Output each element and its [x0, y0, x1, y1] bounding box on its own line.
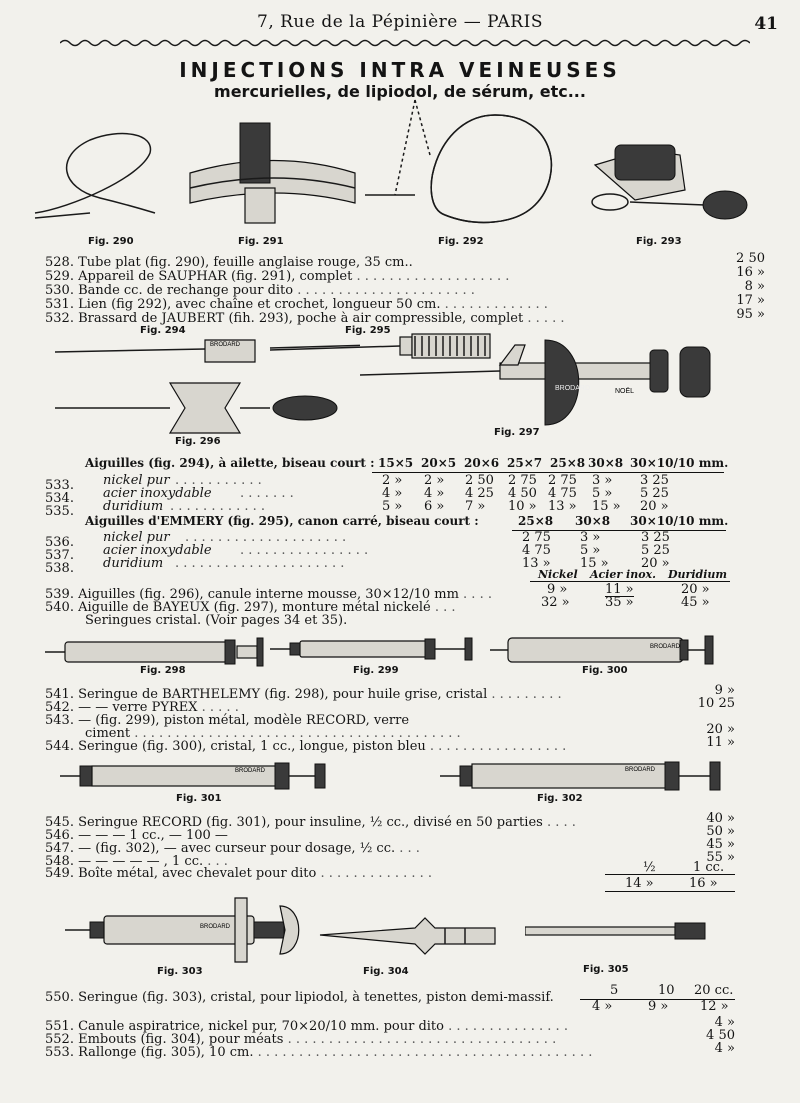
header-rule: [60, 38, 750, 48]
fig-292-label: Fig. 292: [438, 236, 484, 247]
page-number: 41: [754, 14, 778, 34]
table-row: 534. acier inoxydable . . . . . . . 4 » 4 » 4 25 4 50 4 75 5 » 5 25: [45, 486, 669, 506]
table-row: 538. duridium . . . . . . . . . . . . . . . . . . . . . 13 » 15 » 20 »: [45, 556, 670, 576]
list-item: 530. Bande cc. de rechange pour dito . . . . . . . . . . . . . . . . . . . . . . 8 »: [45, 279, 765, 298]
jaubert-cuff-illustration: [585, 130, 750, 225]
fig-303-label: Fig. 303: [157, 966, 203, 977]
syringe-300-illustration: [490, 630, 720, 668]
table-row: 540. Aiguille de BAYEUX (fig. 297), monture métal nickelé . . . 32 » 35 » 45 »: [45, 595, 710, 615]
record-dosage-syringe-illustration: [440, 758, 730, 794]
needle-296-illustration: [55, 378, 345, 438]
list-item: 531. Lien (fig 292), avec chaîne et crochet, longueur 50 cm. . . . . . . . . . . . . . 17 »: [45, 293, 765, 312]
list-item: 549. Boîte métal, avec chevalet pour dito . . . . . . . . . . . . . .: [45, 866, 433, 881]
table-row: 539. Aiguilles (fig. 296), canule interne mousse, 30×12/10 mm . . . . 9 » 11 » 20 »: [45, 582, 710, 602]
fig-304-label: Fig. 304: [363, 966, 409, 977]
list-item: 548. — — — — — , 1 cc. . . . 55 »: [45, 850, 735, 869]
box-prices: 14 » 16 »: [605, 877, 735, 892]
noel-engraving: NOËL: [615, 388, 635, 395]
price-list-539-540: [45, 582, 735, 628]
price-list-551-553: [45, 1015, 735, 1060]
aiguilles-294-size-header: 15×5 20×5 20×6 25×7 25×8 30×8 30×10/10 mm.: [372, 456, 724, 473]
list-item: 543. — (fig. 299), piston métal, modèle RECORD, verre: [45, 713, 410, 728]
brodard-engraving: BRODARD: [200, 924, 231, 930]
table-row: 536. nickel pur . . . . . . . . . . . . . . . . . . . . 2 75 3 » 3 25: [45, 530, 670, 550]
list-item: 542. — — verre PYREX . . . . . 10 25: [45, 696, 735, 715]
brodard-engraving: BRODARD: [235, 768, 266, 774]
brodard-engraving: BRODARD: [625, 767, 656, 773]
list-item: 550. Seringue (fig. 303), cristal, pour lipiodol, à tenettes, piston demi-massif.: [45, 990, 554, 1005]
table-row: 537. acier inoxydable . . . . . . . . . . . . . . . . 4 75 5 » 5 25: [45, 543, 670, 563]
bayeux-needle-illustration: [360, 335, 725, 430]
list-item: 541. Seringue de BARTHELEMY (fig. 298), pour huile grise, cristal . . . . . . . . . 9 »: [45, 683, 735, 702]
page-title: INJECTIONS INTRA VEINEUSES: [179, 58, 621, 82]
fig-295-label: Fig. 295: [345, 325, 391, 336]
aiguilles-295-heading: Aiguilles d'EMMERY (fig. 295), canon carré, biseau court :: [85, 514, 479, 528]
record-syringe-299-illustration: [270, 633, 480, 665]
aiguilles-294-table: [45, 473, 735, 519]
fig-301-label: Fig. 301: [176, 793, 222, 804]
list-item: 544. Seringue (fig. 300), cristal, 1 cc., longue, piston bleu . . . . . . . . . . . . . . . . . 11 »: [45, 735, 735, 754]
rallonge-305-illustration: [525, 920, 710, 942]
lipiodol-prices: 4 » 9 » 12 »: [592, 999, 729, 1014]
list-item: Seringues cristal. (Voir pages 34 et 35).: [85, 613, 348, 628]
running-header: 7, Rue de la Pépinière — PARIS: [257, 12, 543, 32]
list-item: 552. Embouts (fig. 304), pour méats . . . . . . . . . . . . . . . . . . . . . . . . . . . . . . . . . 4 50: [45, 1028, 735, 1047]
fig-302-label: Fig. 302: [537, 793, 583, 804]
list-item: 529. Appareil de SAUPHAR (fig. 291), complet . . . . . . . . . . . . . . . . . . . 16 »: [45, 265, 765, 284]
fig-298-label: Fig. 298: [140, 665, 186, 676]
aiguilles-294-heading: Aiguilles (fig. 294), à ailette, biseau court :: [85, 456, 375, 470]
box-size-header: ½ 1 cc.: [605, 861, 735, 875]
fig-290-label: Fig. 290: [88, 236, 134, 247]
list-item: ciment . . . . . . . . . . . . . . . . . . . . . . . . . . . . . . . . . . . . . . . . 20 »: [85, 722, 735, 741]
material-column-header: Nickel Acier inox. Duridium: [530, 568, 730, 582]
lipiodol-syringe-illustration: [65, 888, 315, 968]
sauphar-apparatus-illustration: [185, 118, 360, 233]
table-row: 533. nickel pur . . . . . . . . . . . 2 » 2 » 2 50 2 75 2 75 3 » 3 25: [45, 473, 669, 493]
fig-291-label: Fig. 291: [238, 236, 284, 247]
fig-297-label: Fig. 297: [494, 427, 540, 438]
embout-304-illustration: [315, 910, 505, 960]
flat-tube-illustration: [30, 118, 160, 228]
brodard-engraving: BRODARD: [555, 385, 591, 392]
fig-300-label: Fig. 300: [582, 665, 628, 676]
record-insulin-syringe-illustration: [60, 758, 335, 794]
tourniquet-chain-illustration: [355, 95, 570, 235]
fig-296-label: Fig. 296: [175, 436, 221, 447]
list-item: 546. — — — 1 cc., — 100 — 50 »: [45, 824, 735, 843]
list-item: 528. Tube plat (fig. 290), feuille anglaise rouge, 35 cm.. 2 50: [45, 251, 765, 270]
list-item: 545. Seringue RECORD (fig. 301), pour insuline, ½ cc., divisé en 50 parties . . . . 40 »: [45, 811, 735, 830]
list-item: 553. Rallonge (fig. 305), 10 cm. . . . . . . . . . . . . . . . . . . . . . . . . . . . . . . . . . . . . . . . . . 4 »: [45, 1041, 735, 1060]
fig-294-label: Fig. 294: [140, 325, 186, 336]
list-item: 551. Canule aspiratrice, nickel pur, 70×20/10 mm. pour dito . . . . . . . . . . . . . . . 4 »: [45, 1015, 735, 1034]
price-list-528-532: [45, 251, 765, 326]
fig-305-label: Fig. 305: [583, 964, 629, 975]
price-list-541-544: [45, 683, 735, 754]
price-list-549: [45, 862, 735, 881]
page-subtitle: mercurielles, de lipiodol, de sérum, etc...: [214, 82, 586, 101]
brodard-engraving: BRODARD: [210, 342, 241, 348]
list-item: 532. Brassard de JAUBERT (fih. 293), poche à air compressible, complet . . . . . 95 »: [45, 307, 765, 326]
aiguilles-295-size-header: 25×8 30×8 30×10/10 mm.: [512, 514, 726, 531]
list-item: 547. — (fig. 302), — avec curseur pour dosage, ½ cc. . . . 45 »: [45, 837, 735, 856]
brodard-engraving: BRODARD: [650, 644, 681, 650]
fig-299-label: Fig. 299: [353, 665, 399, 676]
fig-293-label: Fig. 293: [636, 236, 682, 247]
lipiodol-size-header: 5 10 20 cc.: [580, 984, 735, 1000]
table-row: 535. duridium . . . . . . . . . . . . 5 » 6 » 7 » 10 » 13 » 15 » 20 »: [45, 499, 669, 519]
